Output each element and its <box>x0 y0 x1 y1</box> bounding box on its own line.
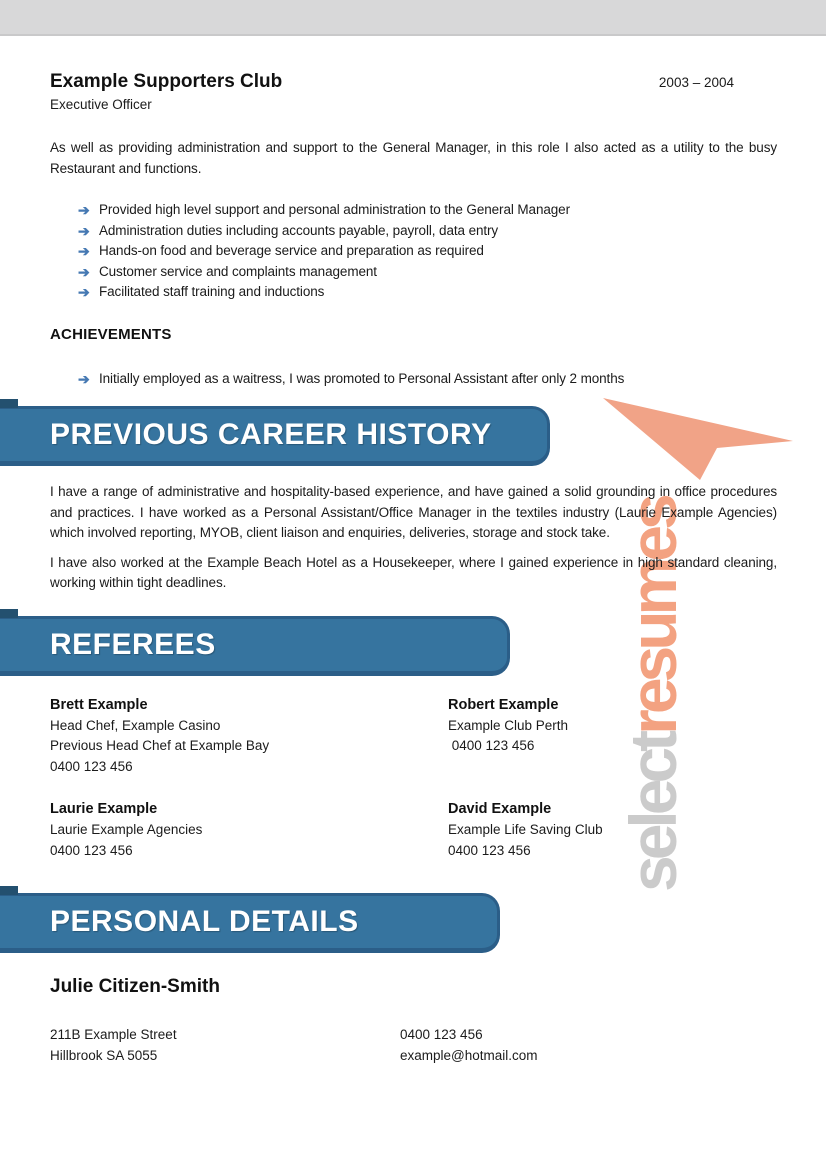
personal-details-grid <box>50 1025 777 1066</box>
referees-grid <box>50 694 777 862</box>
duties-bullet-list <box>50 200 777 303</box>
section-banner-referees <box>0 616 510 676</box>
list-item <box>50 282 777 303</box>
arrow-bullet-icon: ➔ <box>78 263 90 280</box>
achievements-heading: ACHIEVEMENTS <box>50 325 172 343</box>
email-address: example@hotmail.com <box>400 1047 538 1063</box>
bullet-text: Initially employed as a waitress, I was promoted to Personal Assistant after only 2 months <box>99 370 625 386</box>
referee-card <box>50 798 448 861</box>
experience-header <box>50 70 777 94</box>
phone-number: 0400 123 456 <box>400 1027 483 1042</box>
section-title: PREVIOUS CAREER HISTORY <box>50 418 492 451</box>
referee-detail: Example Club Perth <box>448 717 569 733</box>
achievements-bullet-list <box>50 369 777 390</box>
referee-detail: Previous Head Chef at Example Bay <box>50 738 270 753</box>
arrow-bullet-icon: ➔ <box>78 243 90 259</box>
employer-name: Example Supporters Club <box>50 71 283 92</box>
referee-detail: Head Chef, Example Casino <box>50 717 221 733</box>
bullet-text: Provided high level support and personal administration to the General Manager <box>99 202 570 217</box>
referee-phone: 0400 123 456 <box>50 842 133 858</box>
address-block <box>50 1025 400 1066</box>
address-line: 211B Example Street <box>50 1027 177 1042</box>
arrow-bullet-icon: ➔ <box>78 222 90 239</box>
bullet-text: Facilitated staff training and inductions <box>99 284 325 299</box>
career-history-paragraph: I have also worked at the Example Beach Hotel as a Housekeeper, where I gained experience in high standard cleaning, working within tight deadlines. <box>50 554 777 590</box>
career-history-paragraph: I have a range of administrative and hospitality-based experience, and have gained a solid grounding in office procedures and practices. I have worked as a Personal Assistant/Office Manager in the textiles industry (Laurie Example Agencies) which involved reporting, MYOB, client liaison and enquiries, deliveries, storage and stock take. <box>50 484 777 540</box>
watermark-select-text: select <box>616 734 690 892</box>
section-banner-personal-details <box>0 893 500 953</box>
referee-name: Brett Example <box>50 696 148 713</box>
arrow-bullet-icon: ➔ <box>78 202 90 218</box>
arrow-bullet-icon: ➔ <box>78 284 90 300</box>
list-item <box>50 200 777 221</box>
referee-name: Robert Example <box>448 696 559 713</box>
watermark-resumes-text: resumes <box>616 498 690 735</box>
list-item <box>50 221 777 242</box>
section-banner-previous-career-history <box>0 406 550 466</box>
referee-phone: 0400 123 456 <box>448 738 535 753</box>
referee-phone: 0400 123 456 <box>448 842 531 858</box>
section-title: PERSONAL DETAILS <box>50 905 359 938</box>
job-role: Executive Officer <box>50 97 152 112</box>
contact-block <box>400 1025 777 1066</box>
referee-detail: Laurie Example Agencies <box>50 822 203 837</box>
address-line: Hillbrook SA 5055 <box>50 1047 158 1063</box>
referee-card <box>448 694 777 778</box>
bullet-text: Customer service and complaints management <box>99 263 377 279</box>
list-item <box>50 262 777 283</box>
job-summary-paragraph: As well as providing administration and support to the General Manager, in this role I also acted as a utility to the busy Restaurant and functions. <box>50 140 777 176</box>
employment-dates: 2003 – 2004 <box>658 75 734 90</box>
page-top-margin-band <box>0 0 826 36</box>
referee-detail: Example Life Saving Club <box>448 822 603 837</box>
referee-name: David Example <box>448 801 552 817</box>
referee-card <box>50 694 448 778</box>
candidate-name: Julie Citizen-Smith <box>50 976 220 997</box>
arrow-bullet-icon: ➔ <box>78 370 90 387</box>
list-item <box>50 369 777 390</box>
referee-card <box>448 798 777 861</box>
referee-name: Laurie Example <box>50 801 158 817</box>
bullet-text: Hands-on food and beverage service and preparation as required <box>99 243 484 258</box>
referee-phone: 0400 123 456 <box>50 758 133 774</box>
bullet-text: Administration duties including accounts payable, payroll, data entry <box>99 222 499 238</box>
list-item <box>50 241 777 262</box>
section-title: REFEREES <box>50 627 216 661</box>
